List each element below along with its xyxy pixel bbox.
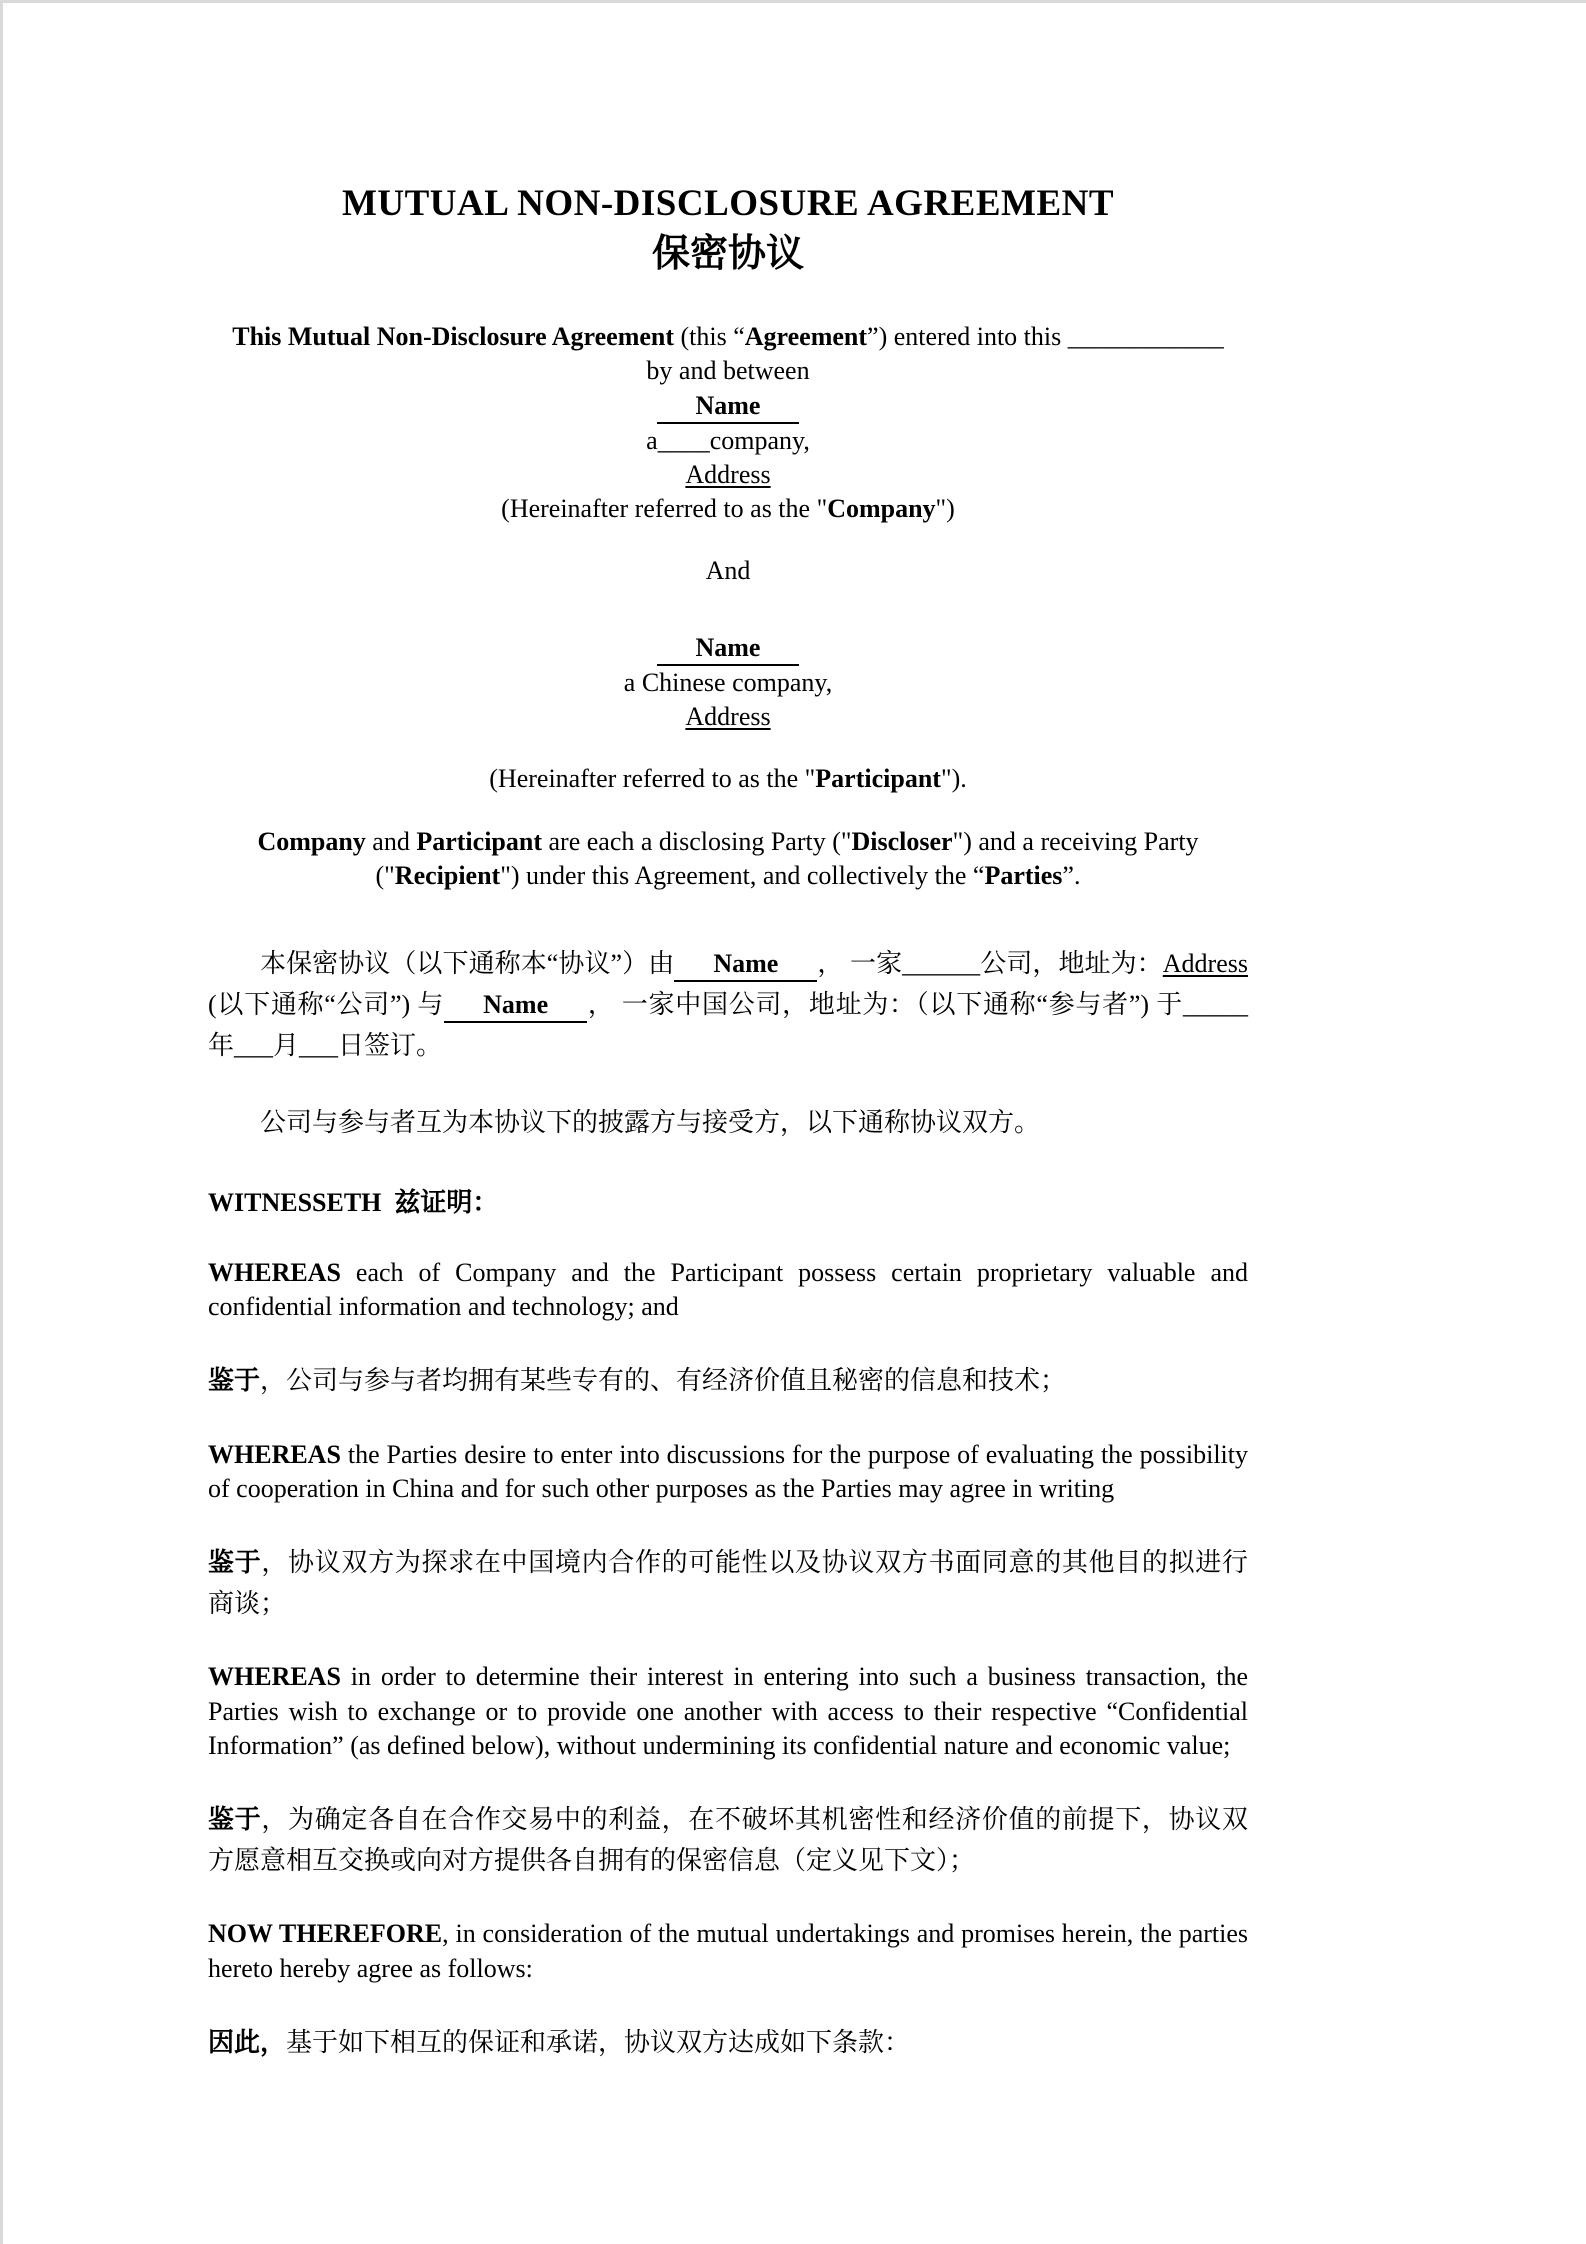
zh-whereas-3-paragraph <box>208 1799 1248 1881</box>
text-segment: Discloser <box>851 826 953 856</box>
participant-address-line <box>208 700 1248 734</box>
text-segment: in order to determine their interest in entering into such a business transaction, the Parties wish to exchange or to provide one another with access to their respective “Confidential Information” (as defined below), without undermining its confidential nature and economic value; <box>208 1662 1248 1760</box>
text-segment: 年 <box>208 1031 235 1061</box>
text-segment: the Parties desire to enter into discussions for the purpose of evaluating the possibility of cooperation in China and for such other purposes as the Parties may agree in writing <box>208 1439 1248 1503</box>
zh-therefore-paragraph <box>208 2022 1248 2063</box>
text-segment: 鉴于 <box>208 1366 261 1396</box>
text-segment: ") under this Agreement, and collectively the “ <box>500 860 985 890</box>
text-segment: ，为确定各自在合作交易中的利益，在不破坏其机密性和经济价值的前提下，协议双方愿意相互交换或向对方提供各自拥有的保密信息（定义见下文）； <box>208 1805 1248 1876</box>
text-segment: ，协议双方为探求在中国境内合作的可能性以及协议双方书面同意的其他目的拟进行商谈； <box>208 1548 1248 1619</box>
text-segment: Recipient <box>394 860 501 890</box>
text-segment: Participant <box>416 826 542 856</box>
document-title-zh: 保密协议 <box>651 233 804 276</box>
text-segment: a <box>646 425 658 455</box>
text-segment: ____________ <box>1067 321 1224 351</box>
company-type-line <box>208 424 1248 458</box>
text-segment: 鉴于 <box>208 1548 262 1578</box>
text-segment: ”. <box>1062 860 1081 890</box>
text-segment: NOW THEREFORE <box>208 1919 443 1949</box>
text-segment: ，公司与参与者均拥有某些专有的、有经济价值且秘密的信息和技术； <box>260 1366 1067 1396</box>
text-segment: ”) entered into this <box>867 321 1068 351</box>
text-segment: This Mutual Non-Disclosure Agreement <box>232 321 675 351</box>
participant-name-blank: Name <box>657 633 800 666</box>
text-segment: 因此， <box>208 2028 287 2058</box>
now-therefore-paragraph <box>208 1917 1248 1986</box>
text-segment: company, <box>709 425 810 455</box>
text-segment: WHEREAS <box>208 1439 341 1469</box>
text-segment: Agreement <box>744 321 868 351</box>
text-segment: (Hereinafter referred to as the " <box>501 494 828 524</box>
participant-hereinafter-line <box>208 762 1248 796</box>
text-segment: are each a disclosing Party (" <box>542 826 852 856</box>
parties-paragraph <box>208 825 1248 894</box>
text-segment: _____ <box>1183 990 1248 1020</box>
and-separator: And <box>705 556 751 586</box>
text-segment: ") <box>935 494 955 524</box>
company-address-line <box>208 458 1248 492</box>
intro-line <box>208 320 1248 354</box>
text-segment: WHEREAS <box>208 1662 341 1692</box>
text-segment: each of Company and the Participant possess certain proprietary valuable and confidential information and technology; and <box>208 1257 1248 1322</box>
text-segment: and <box>365 826 417 856</box>
text-segment: ") and a receiving Party (" <box>375 826 1199 890</box>
participant-address-blank: Address <box>685 701 771 731</box>
whereas-2-paragraph <box>208 1438 1248 1507</box>
zh-parties-paragraph: 公司与参与者互为本协议下的披露方与接受方，以下通称协议双方。 <box>260 1108 1041 1138</box>
document-title-en: MUTUAL NON-DISCLOSURE AGREEMENT <box>341 183 1115 224</box>
text-segment: (Hereinafter referred to as the " <box>489 764 816 794</box>
text-segment: ， 一家 <box>817 949 903 979</box>
text-segment: Address <box>1162 949 1248 979</box>
text-segment: Company <box>827 494 936 524</box>
witnesseth-heading <box>208 1186 1248 1220</box>
participant-name-line <box>208 631 1248 666</box>
text-segment: "). <box>940 764 967 794</box>
whereas-3-paragraph <box>208 1660 1248 1763</box>
text-segment: 本保密协议（以下通称本“协议”）由 <box>260 949 675 979</box>
text-segment: (this “ <box>674 321 745 351</box>
text-segment: (以下通称“公司”) 与 <box>208 990 445 1020</box>
text-segment: 月 <box>273 1031 300 1061</box>
text-segment: Participant <box>815 764 941 794</box>
text-segment: 公司，地址为： <box>980 949 1163 979</box>
company-address-blank: Address <box>685 459 771 489</box>
text-segment: 基于如下相互的保证和承诺，协议双方达成如下条款： <box>286 2028 911 2058</box>
text-segment: WHEREAS <box>208 1257 341 1287</box>
zh-whereas-2-paragraph <box>208 1542 1248 1624</box>
text-segment: 兹证明： <box>381 1187 499 1217</box>
participant-type-line: a Chinese company, <box>623 667 833 697</box>
text-segment: Company <box>257 826 366 856</box>
text-segment: 日签订。 <box>338 1031 443 1061</box>
text-segment: ___ <box>299 1031 339 1061</box>
text-segment: 鉴于 <box>208 1805 262 1835</box>
text-segment: Name <box>674 949 817 982</box>
by-and-between-line: by and between <box>646 356 810 386</box>
text-segment: , in consideration of the mutual undertakings and promises herein, the parties hereto hereby agree as follows: <box>208 1919 1249 1983</box>
text-segment: ， 一家中国公司，地址为：（以下通称“参与者”) 于 <box>587 990 1183 1020</box>
company-name-blank: Name <box>657 391 800 424</box>
zh-intro-paragraph <box>208 943 1248 1066</box>
text-segment: WITNESSETH <box>208 1187 382 1217</box>
text-segment: Parties <box>984 860 1063 890</box>
text-segment: ___ <box>234 1031 274 1061</box>
text-segment: ______ <box>902 949 981 979</box>
text-segment: Name <box>444 990 587 1023</box>
company-hereinafter-line <box>208 492 1248 526</box>
whereas-1-paragraph <box>208 1256 1248 1325</box>
zh-whereas-1-paragraph <box>208 1360 1248 1401</box>
company-name-line <box>208 389 1248 424</box>
text-segment: ____ <box>657 425 710 455</box>
